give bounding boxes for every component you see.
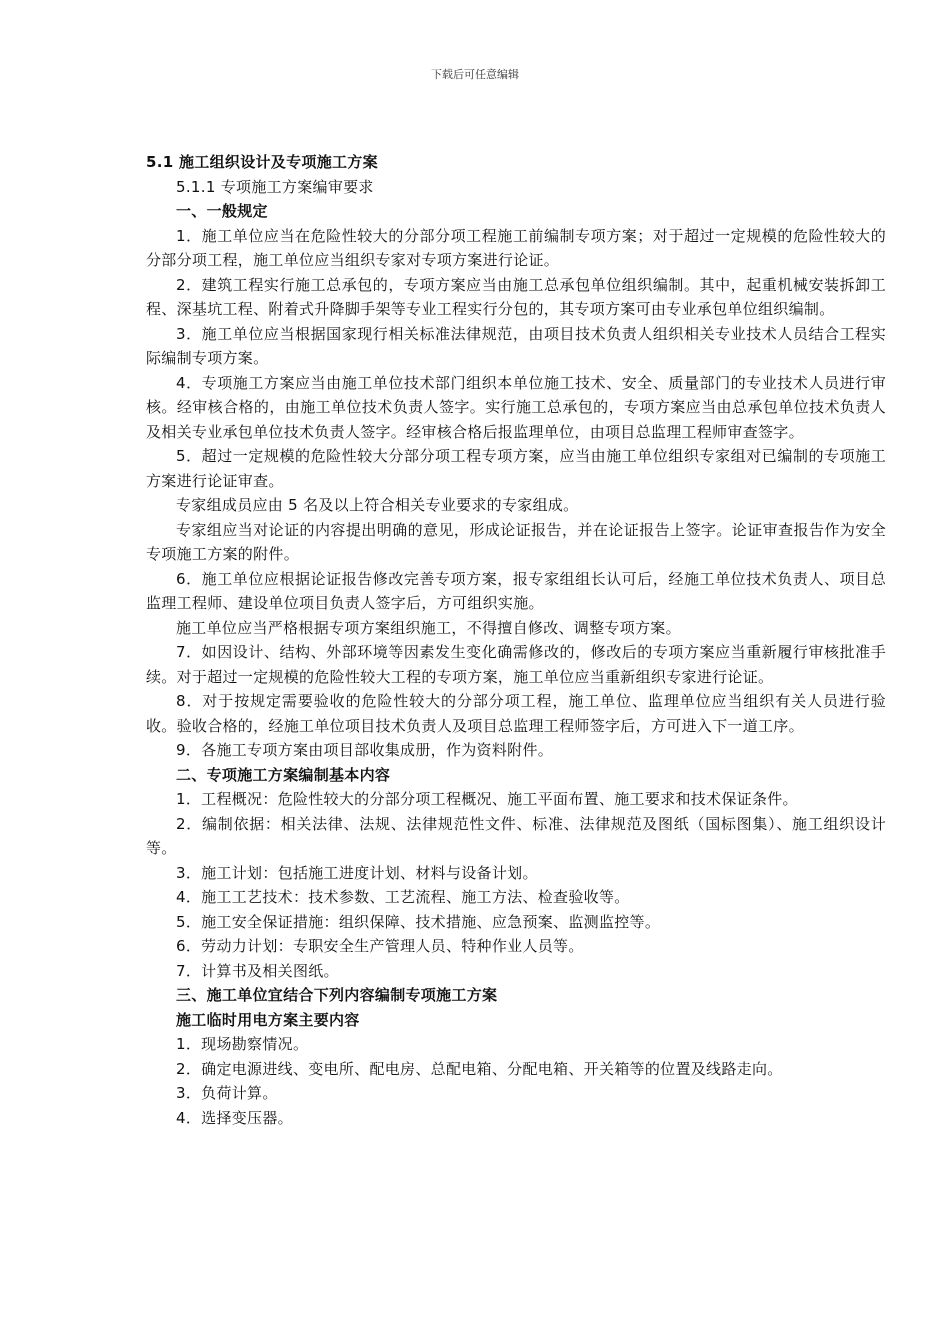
section2-heading: 二、专项施工方案编制基本内容	[176, 765, 391, 784]
list-item: 1．现场勘察情况。	[176, 1035, 309, 1053]
page-header: 下载后可任意编辑	[431, 68, 519, 81]
list-item: 4．选择变压器。	[176, 1108, 293, 1127]
list-item: 7．计算书及相关图纸。	[176, 961, 339, 980]
paragraph: 1．施工单位应当在危险性较大的分部分项工程施工前编制专项方案；对于超过一定规模的危险性较大的分部分项工程，施工单位应当组织专家对专项方案进行论证。	[146, 226, 886, 269]
list-item: 3．负荷计算。	[176, 1084, 278, 1102]
paragraph: 6．施工单位应根据论证报告修改完善专项方案，报专家组组长认可后，经施工单位技术负责人、项目总监理工程师、建设单位项目负责人签字后，方可组织实施。	[146, 569, 886, 612]
list-item: 1．工程概况：危险性较大的分部分项工程概况、施工平面布置、施工要求和技术保证条件。	[176, 790, 798, 808]
paragraph: 7．如因设计、结构、外部环境等因素发生变化确需修改的，修改后的专项方案应当重新履行审核批准手续。对于超过一定规模的危险性较大工程的专项方案，施工单位应当重新组织专家进行论证。	[146, 643, 886, 686]
list-item: 3．施工计划：包括施工进度计划、材料与设备计划。	[176, 863, 538, 882]
list-item: 4．施工工艺技术：技术参数、工艺流程、施工方法、检查验收等。	[176, 888, 630, 906]
section3-subheading: 施工临时用电方案主要内容	[176, 1010, 360, 1029]
document-body	[146, 150, 886, 1130]
paragraph: 专家组应当对论证的内容提出明确的意见，形成论证报告，并在论证报告上签字。论证审查报告作为安全专项施工方案的附件。	[146, 520, 886, 563]
subsection-title: 5.1.1 专项施工方案编审要求	[176, 177, 374, 196]
paragraph: 3．施工单位应当根据国家现行相关标准法律规范，由项目技术负责人组织相关专业技术人员结合工程实际编制专项方案。	[146, 324, 886, 367]
paragraph: 9．各施工专项方案由项目部收集成册，作为资料附件。	[176, 741, 554, 759]
list-item: 5．施工安全保证措施：组织保障、技术措施、应急预案、监测监控等。	[176, 912, 661, 931]
paragraph: 专家组成员应由 5 名及以上符合相关专业要求的专家组成。	[176, 496, 579, 514]
paragraph: 8．对于按规定需要验收的危险性较大的分部分项工程，施工单位、监理单位应当组织有关人员进行验收。验收合格的，经施工单位项目技术负责人及项目总监理工程师签字后，方可进入下一道工序。	[146, 692, 886, 735]
list-item: 2．编制依据：相关法律、法规、法律规范性文件、标准、法律规范及图纸（国标图集）、施工组织设计等。	[146, 814, 886, 857]
paragraph: 施工单位应当严格根据专项方案组织施工，不得擅自修改、调整专项方案。	[176, 618, 681, 637]
paragraph: 4．专项施工方案应当由施工单位技术部门组织本单位施工技术、安全、质量部门的专业技术人员进行审核。经审核合格的，由施工单位技术负责人签字。实行施工总承包的，专项方案应当由总承包单位技术负责人及相关专业承包单位技术负责人签字。经审核合格后报监理单位，由项目总监理工程师审查签字。	[146, 373, 886, 441]
list-item: 6．劳动力计划：专职安全生产管理人员、特种作业人员等。	[176, 937, 584, 955]
paragraph: 5．超过一定规模的危险性较大分部分项工程专项方案，应当由施工单位组织专家组对已编制的专项施工方案进行论证审查。	[146, 447, 886, 490]
section-title: 5.1 施工组织设计及专项施工方案	[146, 153, 378, 171]
list-item: 2．确定电源进线、变电所、配电房、总配电箱、分配电箱、开关箱等的位置及线路走向。	[176, 1059, 783, 1078]
section3-heading: 三、施工单位宜结合下列内容编制专项施工方案	[176, 986, 498, 1004]
paragraph: 2．建筑工程实行施工总承包的，专项方案应当由施工总承包单位组织编制。其中，起重机械安装拆卸工程、深基坑工程、附着式升降脚手架等专业工程实行分包的，其专项方案可由专业承包单位组织编制。	[146, 275, 886, 318]
section1-heading: 一、一般规定	[176, 202, 268, 220]
